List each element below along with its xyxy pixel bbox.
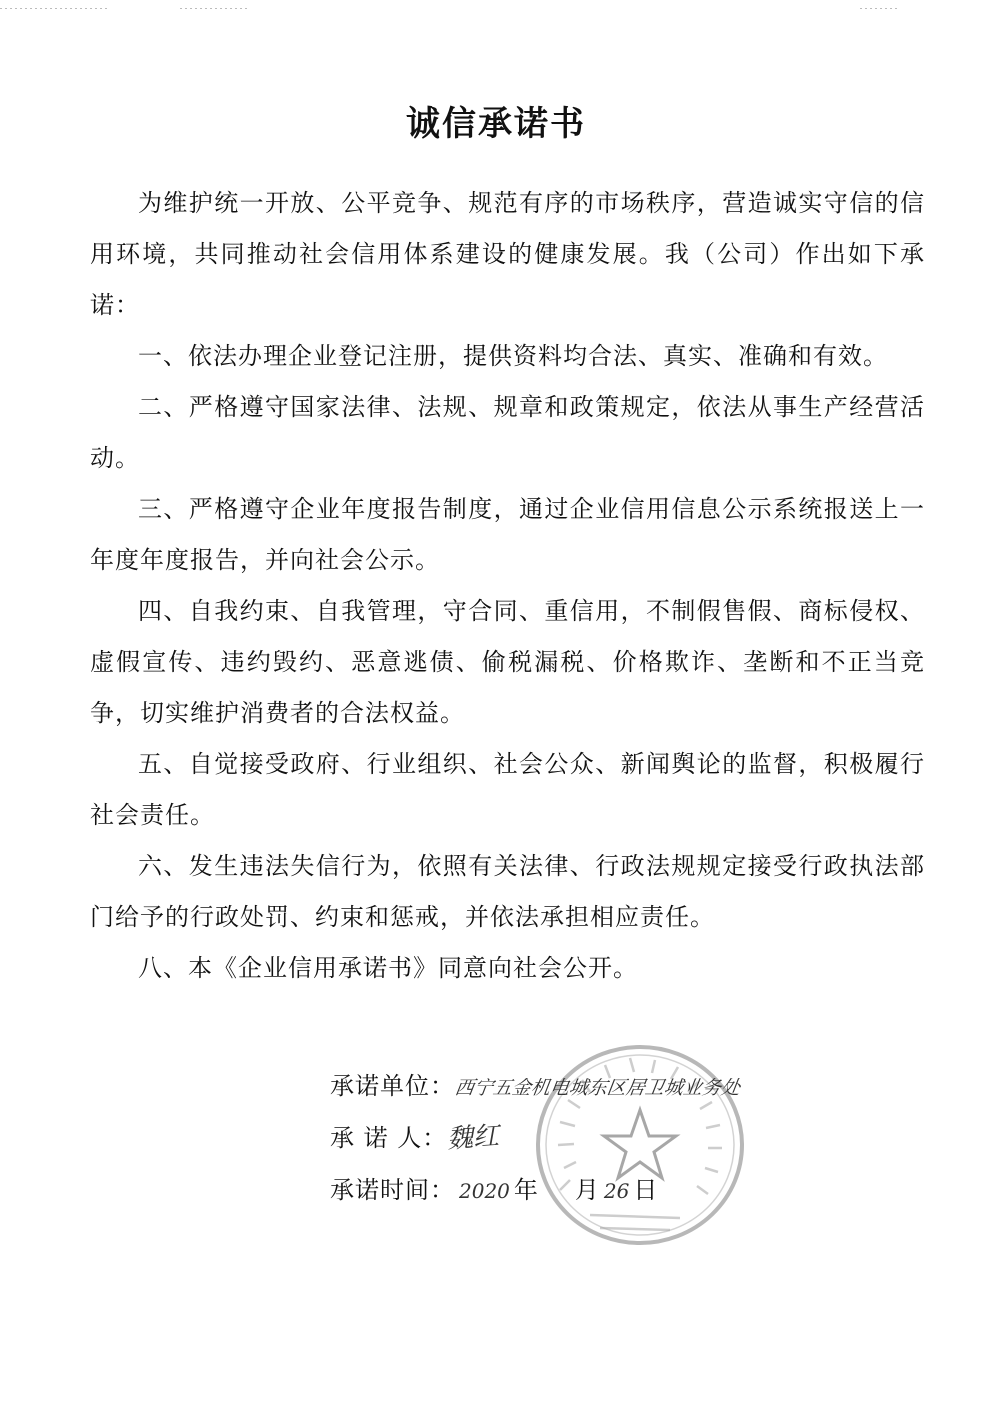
scan-artifact — [0, 8, 110, 9]
commitment-unit-handwriting: 西宁五金机电城东区居卫城业务处 — [453, 1077, 742, 1099]
document-body — [90, 178, 925, 994]
commitment-item-8: 八、本《企业信用承诺书》同意向社会公开。 — [138, 954, 638, 982]
commitment-person-row — [330, 1112, 930, 1164]
commitment-item-5: 五、自觉接受政府、行业组织、社会公众、新闻舆论的监督，积极履行社会责任。 — [90, 750, 925, 829]
scan-artifact — [860, 8, 900, 9]
day-unit: 日 — [633, 1176, 659, 1204]
year-handwriting: 2020 — [459, 1179, 510, 1203]
commitment-time-row — [330, 1164, 930, 1216]
signature-block — [330, 1060, 930, 1216]
day-handwriting: 26 — [603, 1179, 630, 1203]
commitment-unit-row — [330, 1060, 930, 1112]
commitment-item-3: 三、严格遵守企业年度报告制度，通过企业信用信息公示系统报送上一年度年度报告，并向社会公示。 — [90, 495, 925, 574]
commitment-person-signature: 魏红 — [446, 1121, 501, 1155]
commitment-item-2: 二、严格遵守国家法律、法规、规章和政策规定，依法从事生产经营活动。 — [90, 393, 925, 472]
commitment-time-label: 承诺时间： — [330, 1176, 455, 1204]
commitment-unit-label: 承诺单位： — [330, 1072, 455, 1100]
intro-paragraph: 为维护统一开放、公平竞争、规范有序的市场秩序，营造诚实守信的信用环境，共同推动社会信用体系建设的健康发展。我（公司）作出如下承诺： — [90, 189, 925, 319]
commitment-item-6: 六、发生违法失信行为，依照有关法律、行政法规规定接受行政执法部门给予的行政处罚、约束和惩戒，并依法承担相应责任。 — [90, 852, 925, 931]
commitment-person-label: 承 诺 人： — [330, 1124, 448, 1152]
scan-artifact — [180, 8, 250, 9]
commitment-item-1: 一、依法办理企业登记注册，提供资料均合法、真实、准确和有效。 — [138, 342, 888, 370]
year-unit: 年 — [513, 1176, 539, 1204]
document-title: 诚信承诺书 — [406, 104, 586, 144]
commitment-item-4: 四、自我约束、自我管理，守合同、重信用，不制假售假、商标侵权、虚假宣传、违约毁约、恶意逃债、偷税漏税、价格欺诈、垄断和不正当竞争，切实维护消费者的合法权益。 — [90, 597, 925, 727]
month-unit: 月 — [574, 1176, 600, 1204]
